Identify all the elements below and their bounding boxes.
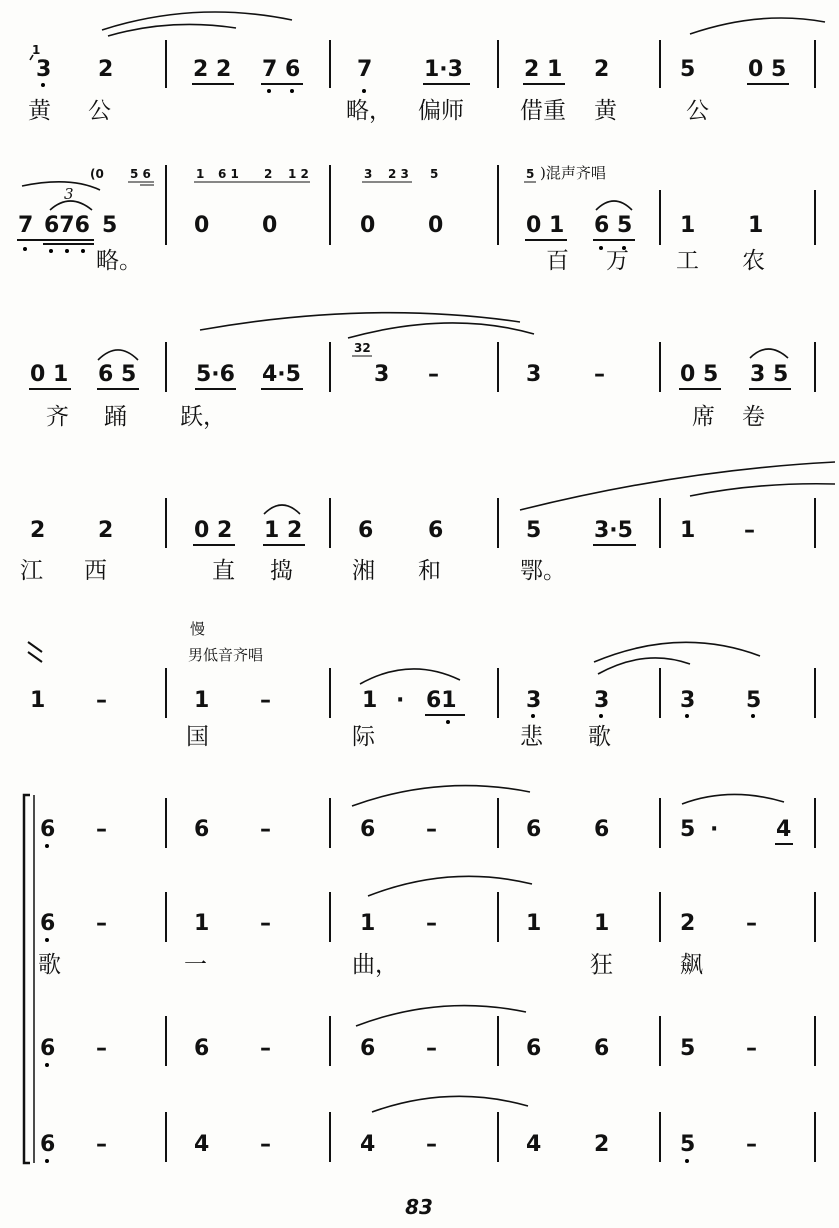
note: 5 — [771, 57, 787, 82]
note: – — [428, 362, 439, 387]
note: – — [96, 911, 107, 936]
note: 4 — [776, 817, 792, 842]
slur — [264, 505, 300, 514]
note: – — [746, 911, 757, 936]
note: 1 — [680, 213, 696, 238]
lyric: 百 — [546, 248, 569, 274]
octave-dot — [531, 714, 535, 718]
note: 1 — [748, 213, 764, 238]
system-1 — [28, 12, 825, 124]
note: 5·6 — [196, 362, 235, 387]
note: 2 — [287, 518, 303, 543]
octave-dot — [45, 844, 49, 848]
note: 7 — [18, 213, 34, 238]
cue-note: 2 3 — [388, 167, 409, 181]
slur — [598, 658, 690, 674]
note: 5 — [703, 362, 719, 387]
note: 5 — [526, 518, 542, 543]
note: 3 — [36, 57, 52, 82]
note: 1 — [30, 688, 46, 713]
note: 0 — [30, 362, 46, 387]
lyric: 江 — [20, 558, 43, 584]
note: 3 — [526, 362, 542, 387]
lyric: 一 — [184, 952, 207, 978]
lyric: 黄 — [28, 98, 51, 124]
octave-dot — [65, 249, 69, 253]
note: 0 — [194, 518, 210, 543]
octave-dot — [290, 89, 294, 93]
octave-dot — [751, 714, 755, 718]
lyric: 万 — [606, 248, 629, 274]
slur — [108, 24, 236, 36]
system-2 — [17, 164, 815, 274]
lyric: 踊 — [104, 404, 127, 430]
grace-note: 1 — [32, 43, 41, 57]
note: 0 — [680, 362, 696, 387]
slur — [348, 323, 534, 338]
note: 6 — [358, 518, 374, 543]
note: 6 — [594, 213, 610, 238]
slur — [682, 794, 784, 804]
octave-dot — [45, 1063, 49, 1067]
direction-mixed-chorus: )混声齐唱 — [540, 164, 606, 182]
part-bracket — [24, 795, 30, 1163]
note: 6 — [428, 518, 444, 543]
system-5 — [28, 620, 815, 750]
octave-dot — [267, 89, 271, 93]
note: 6 — [360, 1036, 376, 1061]
lyric: 略。 — [96, 248, 142, 274]
note: 5 — [121, 362, 137, 387]
note: – — [426, 911, 437, 936]
note: 5 — [680, 1132, 696, 1157]
lyric: 国 — [186, 724, 209, 750]
note: 1 — [547, 57, 563, 82]
note: 0 — [262, 213, 278, 238]
grace-note: 32 — [354, 341, 371, 355]
slur — [368, 876, 532, 896]
lyric: 飙 — [680, 952, 703, 978]
note: 3 — [526, 688, 542, 713]
cue-note: 5 6 — [130, 167, 151, 181]
slur — [356, 1006, 526, 1026]
lyric: 略， — [346, 98, 392, 124]
note: 2 — [30, 518, 46, 543]
note: 6 — [98, 362, 114, 387]
note: 1 — [194, 688, 210, 713]
slur — [594, 642, 760, 662]
note: 5 — [680, 57, 696, 82]
note: 3 — [374, 362, 390, 387]
note: 0 — [428, 213, 444, 238]
note: – — [96, 688, 107, 713]
note: – — [746, 1132, 757, 1157]
note: 2 — [216, 57, 232, 82]
lyric: 公 — [88, 98, 111, 124]
cue-note: 2 — [264, 167, 273, 181]
octave-dot — [599, 714, 603, 718]
note: 5 — [102, 213, 118, 238]
cue-note: 6 1 — [218, 167, 239, 181]
system-6 — [24, 786, 815, 1163]
note: 5 — [680, 817, 696, 842]
note: 2 — [98, 518, 114, 543]
note: – — [746, 1036, 757, 1061]
lyric: 曲， — [352, 952, 398, 978]
note: 5 — [617, 213, 633, 238]
note: – — [260, 688, 271, 713]
note: 6 — [526, 817, 542, 842]
octave-dot — [41, 83, 45, 87]
cue-note: 1 2 — [288, 167, 309, 181]
slur — [750, 349, 788, 358]
lyric: 际 — [352, 724, 375, 750]
slur — [372, 1096, 528, 1112]
note: 4·5 — [262, 362, 301, 387]
octave-dot — [685, 1159, 689, 1163]
octave-dot — [45, 938, 49, 942]
lyric: 捣 — [270, 558, 293, 584]
note: 6 — [40, 911, 56, 936]
slur — [360, 669, 460, 684]
note: · — [396, 688, 405, 713]
lyric: 黄 — [594, 98, 617, 124]
note: 3 — [680, 688, 696, 713]
cue-note: (0 — [90, 167, 104, 181]
note: 0 — [360, 213, 376, 238]
slur — [98, 350, 138, 360]
cue-note: 5 — [526, 167, 535, 181]
cue-note: 5 — [430, 167, 439, 181]
octave-dot — [23, 247, 27, 251]
lyric: 狂 — [590, 952, 613, 978]
lyric: 歌 — [588, 724, 611, 750]
note: – — [96, 817, 107, 842]
note: 1 — [680, 518, 696, 543]
note: 5 — [746, 688, 762, 713]
note: 1 — [526, 911, 542, 936]
note: 1·3 — [424, 57, 463, 82]
slur — [596, 201, 632, 210]
note: 5 — [680, 1036, 696, 1061]
note: 2 — [594, 57, 610, 82]
lyric: 偏师 — [418, 98, 464, 124]
part-1 — [40, 786, 815, 848]
note: · — [710, 817, 719, 842]
part-3 — [40, 1006, 815, 1067]
note: 4 — [526, 1132, 542, 1157]
lyric: 和 — [418, 558, 441, 584]
cue-note: 1 — [196, 167, 205, 181]
slur — [102, 12, 292, 30]
slur — [352, 786, 530, 806]
slur — [200, 313, 520, 330]
system-4 — [20, 462, 835, 584]
slur — [690, 484, 835, 496]
note: – — [260, 1036, 271, 1061]
lyric: 直 — [212, 558, 235, 584]
lyric: 借重 — [520, 98, 566, 124]
note: – — [426, 1036, 437, 1061]
octave-dot — [49, 249, 53, 253]
note: – — [744, 518, 755, 543]
note: 6 — [194, 1036, 210, 1061]
lyric: 歌 — [38, 952, 61, 978]
lyric: 卷 — [742, 404, 765, 430]
note: 1 — [194, 911, 210, 936]
note: – — [260, 911, 271, 936]
octave-dot — [45, 1159, 49, 1163]
note: 2 — [98, 57, 114, 82]
system-3 — [29, 313, 815, 430]
cue-note: 3 — [364, 167, 373, 181]
part-label: 男低音齐唱 — [188, 646, 264, 664]
note: 5 — [773, 362, 789, 387]
note: – — [260, 1132, 271, 1157]
note: 6 — [194, 817, 210, 842]
note: 7 — [262, 57, 278, 82]
note: 6 — [285, 57, 301, 82]
note: – — [96, 1036, 107, 1061]
note: 2 — [217, 518, 233, 543]
note: – — [260, 817, 271, 842]
lyric: 席 — [692, 404, 715, 430]
note: 3 — [750, 362, 766, 387]
part-2 — [38, 876, 815, 978]
lyric: 西 — [84, 558, 107, 584]
octave-dot — [446, 720, 450, 724]
note: – — [426, 1132, 437, 1157]
note: 1 — [360, 911, 376, 936]
section-mark — [28, 642, 42, 662]
note: – — [594, 362, 605, 387]
note: 2 — [193, 57, 209, 82]
triplet-mark: 3 — [64, 185, 74, 203]
note: – — [426, 817, 437, 842]
lyric: 湘 — [352, 558, 375, 584]
tie-slur — [22, 182, 100, 190]
note: 6 — [526, 1036, 542, 1061]
note: 2 — [594, 1132, 610, 1157]
octave-dot — [81, 249, 85, 253]
note: 4 — [194, 1132, 210, 1157]
note: 7 — [357, 57, 373, 82]
octave-dot — [685, 714, 689, 718]
note: 4 — [360, 1132, 376, 1157]
note: 61 — [426, 688, 457, 713]
note: 1 — [549, 213, 565, 238]
slur — [520, 462, 835, 510]
note: 0 — [526, 213, 542, 238]
part-4 — [40, 1096, 815, 1163]
page-number: 83 — [405, 1195, 433, 1219]
note: 0 — [748, 57, 764, 82]
note: 6 — [594, 817, 610, 842]
octave-dot — [599, 246, 603, 250]
lyric: 跃， — [180, 404, 226, 430]
note: 1 — [594, 911, 610, 936]
note: 1 — [53, 362, 69, 387]
note: 6 — [40, 817, 56, 842]
lyric: 鄂。 — [520, 558, 566, 584]
note: 676 — [44, 213, 90, 238]
note: 6 — [594, 1036, 610, 1061]
note: 6 — [40, 1132, 56, 1157]
note: 3 — [594, 688, 610, 713]
note: 1 — [264, 518, 280, 543]
note: 6 — [40, 1036, 56, 1061]
note: 0 — [194, 213, 210, 238]
lyric: 公 — [686, 98, 709, 124]
note: – — [96, 1132, 107, 1157]
lyric: 齐 — [46, 404, 69, 430]
octave-dot — [362, 89, 366, 93]
lyric: 工 — [676, 248, 699, 274]
note: 2 — [524, 57, 540, 82]
note: 6 — [360, 817, 376, 842]
note: 1 — [362, 688, 378, 713]
note: 2 — [680, 911, 696, 936]
note: 3·5 — [594, 518, 633, 543]
tempo-marking: 慢 — [190, 620, 206, 638]
lyric: 农 — [742, 248, 765, 274]
lyric: 悲 — [520, 724, 543, 750]
slur — [690, 18, 825, 34]
